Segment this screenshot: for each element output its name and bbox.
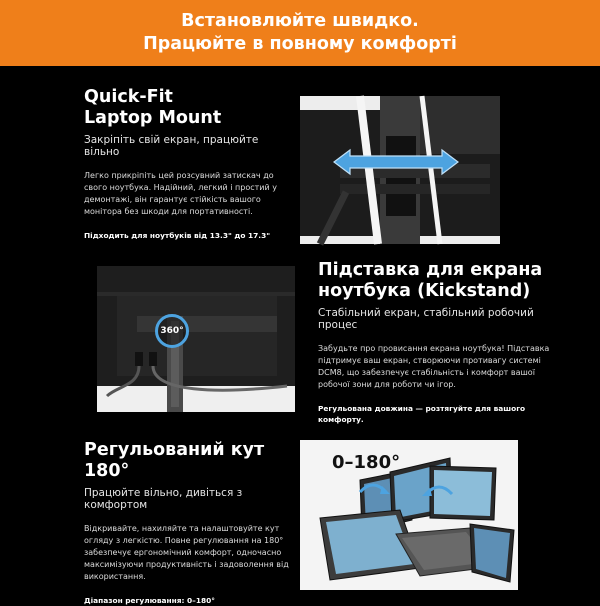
angle-section: [84, 440, 294, 606]
kickstand-body: Забудьте про провисання екрана ноутбука! Підставка підтримує ваш екран, створюючи противагу системі DCM8, що забезпечує стабільність і комфорт вашої робочої зони для роботи чи ігор.: [318, 344, 550, 389]
curved-arrow-icon: [422, 480, 456, 498]
quick-fit-note: Підходить для ноутбуків від 13.3" до 17.3": [84, 231, 271, 240]
angle-subtitle: Працюйте вільно, дивіться з комфортом: [84, 487, 243, 511]
kickstand-subtitle: Стабільний екран, стабільний робочий процес: [318, 307, 534, 331]
double-arrow-icon: [334, 148, 458, 176]
banner-line-1: Встановлюйте швидко.: [181, 11, 419, 31]
rotate-360-label: 360°: [160, 326, 184, 336]
quick-fit-title-2: Laptop Mount: [84, 108, 222, 128]
kickstand-title-2: ноутбука (Kickstand): [318, 281, 531, 301]
rotation-image: [300, 440, 518, 590]
kickstand-note: Регульована довжина — розтягуйте для вашого комфорту.: [318, 404, 526, 424]
kickstand-section: [318, 260, 550, 425]
curved-arrow-icon: [356, 478, 390, 496]
quick-fit-title-1: Quick-Fit: [84, 87, 173, 107]
kickstand-image: [97, 266, 295, 412]
banner-line-2: Працюйте в повному комфорті: [143, 34, 457, 54]
quick-fit-subtitle: Закріпіть свій екран, працюйте вільно: [84, 134, 259, 158]
angle-title: Регульований кут 180°: [84, 440, 265, 481]
kickstand-title-1: Підставка для екрана: [318, 260, 543, 280]
angle-range-label: 0–180°: [332, 452, 401, 473]
laptop-mount-image: [300, 96, 500, 244]
angle-body: Відкривайте, нахиляйте та налаштовуйте кут огляду з легкістю. Повне регулювання на 180° забезпечує ергономічний комфорт, одночасно максимізуючи продуктивність і задоволення від використання.: [84, 524, 289, 581]
header-banner: [0, 0, 600, 66]
quick-fit-section: [84, 87, 284, 241]
angle-note: Діапазон регулювання: 0–180°: [84, 596, 215, 605]
rotate-360-icon: [155, 314, 189, 348]
quick-fit-body: Легко прикріпіть цей розсувний затискач до свого ноутбука. Надійний, легкий і простий у демонтажі, він гарантує стійкість вашого монітора без шкоди для портативності.: [84, 171, 277, 216]
